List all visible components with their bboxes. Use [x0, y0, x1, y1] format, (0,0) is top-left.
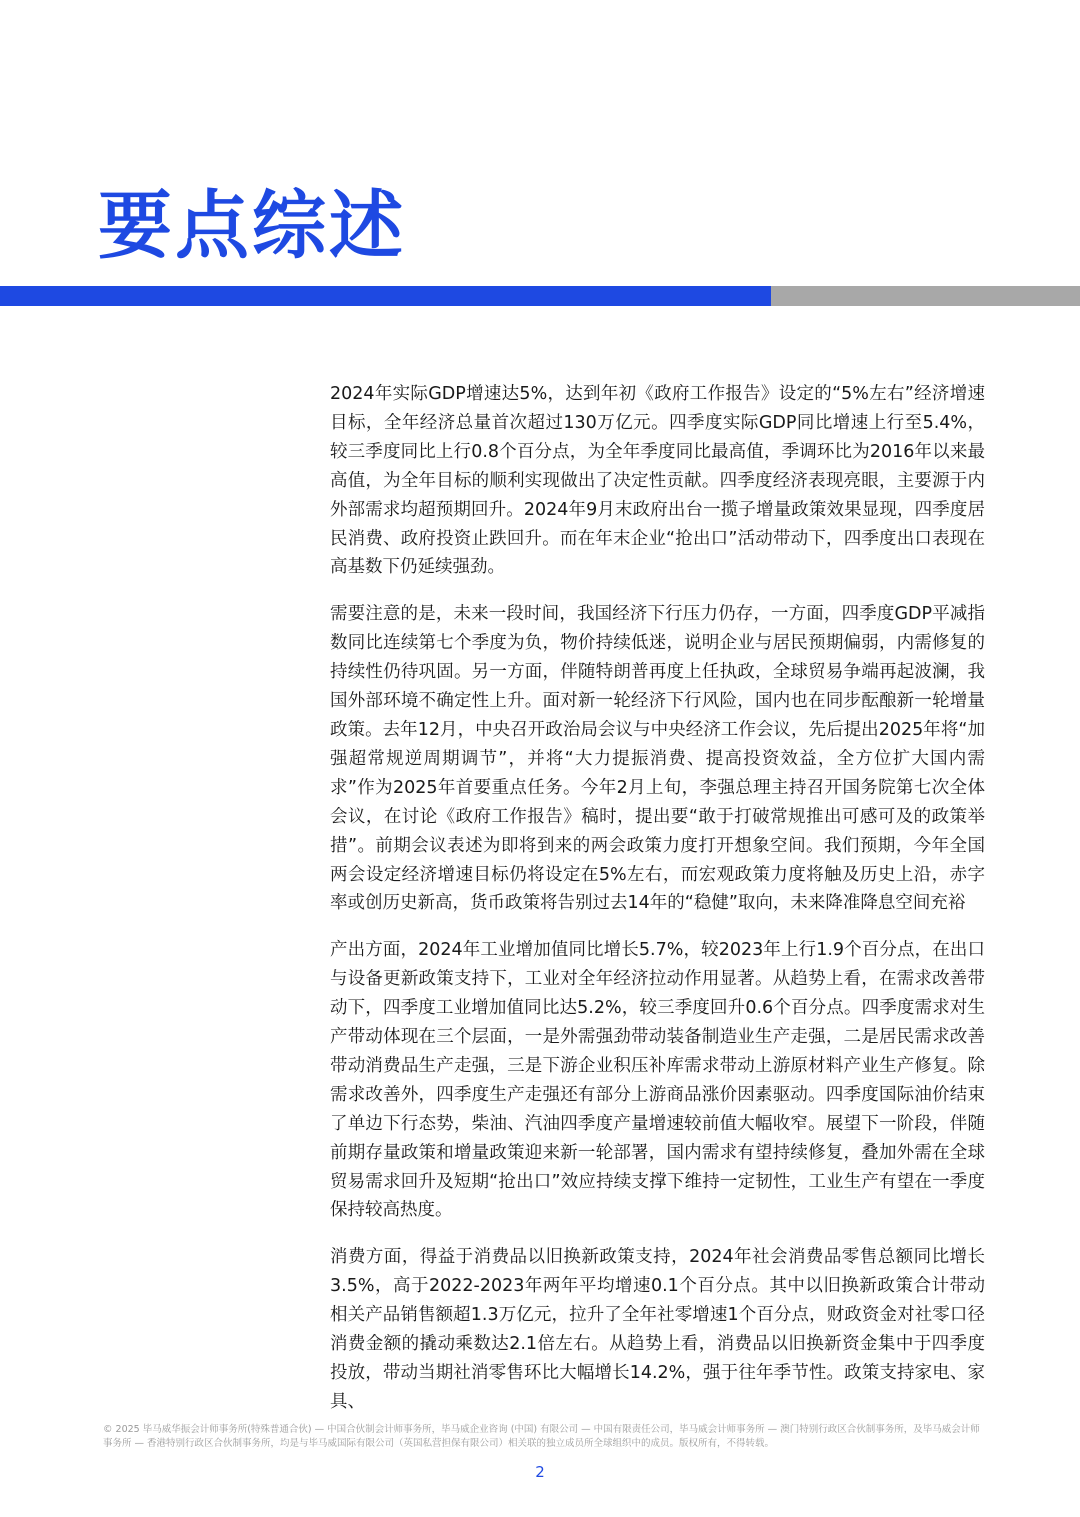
header-rule-gray [771, 286, 1080, 306]
paragraph-gdp-overview: 2024年实际GDP增速达5%，达到年初《政府工作报告》设定的“5%左右”经济增速目标，全年经济总量首次超过130万亿元。四季度实际GDP同比增速上行至5.4%，较三季度同比上行0.8个百分点，为全年季度同比最高值，季调环比为2016年以来最高值，为全年目标的顺利实现做出了决定性贡献。四季度经济表现亮眼，主要源于内外部需求均超预期回升。2024年9月末政府出台一揽子增量政策效果显现，四季度居民消费、政府投资止跌回升。而在年末企业“抢出口”活动带动下，四季度出口表现在高基数下仍延续强劲。 [330, 384, 985, 578]
paragraph-outlook-policy: 需要注意的是，未来一段时间，我国经济下行压力仍存，一方面，四季度GDP平减指数同比连续第七个季度为负，物价持续低迷，说明企业与居民预期偏弱，内需修复的持续性仍待巩固。另一方面，伴随特朗普再度上任执政，全球贸易争端再起波澜，我国外部环境不确定性上升。面对新一轮经济下行风险，国内也在同步酝酿新一轮增量政策。去年12月，中央召开政治局会议与中央经济工作会议，先后提出2025年将“加强超常规逆周期调节”，并将“大力提振消费、提高投资效益，全方位扩大国内需求”作为2025年首要重点任务。今年2月上旬，李强总理主持召开国务院第七次全体会议，在讨论《政府工作报告》稿时，提出要“敢于打破常规推出可感可及的政策举措”。前期会议表述为即将到来的两会政策力度打开想象空间。我们预期，今年全国两会设定经济增速目标仍将设定在5%左右，而宏观政策力度将触及历史上沿，赤字率或创历史新高，货币政策将告别过去14年的“稳健”取向，未来降准降息空间充裕 [330, 604, 985, 914]
page-number: 2 [535, 1463, 545, 1481]
paragraph-industrial-output: 产出方面，2024年工业增加值同比增长5.7%，较2023年上行1.9个百分点，在出口与设备更新政策支持下，工业对全年经济拉动作用显著。从趋势上看，在需求改善带动下，四季度工业增加值同比达5.2%，较三季度回升0.6个百分点。四季度需求对生产带动体现在三个层面，一是外需强劲带动装备制造业生产走强，二是居民需求改善带动消费品生产走强，三是下游企业积压补库需求带动上游原材料产业生产修复。除需求改善外，四季度生产走强还有部分上游商品涨价因素驱动。四季度国际油价结束了单边下行态势，柴油、汽油四季度产量增速较前值大幅收窄。展望下一阶段，伴随前期存量政策和增量政策迎来新一轮部署，国内需求有望持续修复，叠加外需在全球贸易需求回升及短期“抢出口”效应持续支撑下维持一定韧性，工业生产有望在一季度保持较高热度。 [330, 940, 985, 1221]
body-text [330, 380, 985, 1435]
footer-legal-notice: © 2025 毕马威华振会计师事务所(特殊普通合伙) — 中国合伙制会计师事务所，毕马威企业咨询 (中国) 有限公司 — 中国有限责任公司，毕马威会计师事务所 — 澳门特别行政区合伙制事务所，及毕马威会计师事务所 — 香港特别行政区合伙制事务所，均是与毕马威国际有限公司（英国私营担保有限公司）相关联的独立成员所全球组织中的成员。版权所有，不得转载。 [103, 1424, 980, 1449]
paragraph-consumption: 消费方面，得益于消费品以旧换新政策支持，2024年社会消费品零售总额同比增长3.5%，高于2022-2023年两年平均增速0.1个百分点。其中以旧换新政策合计带动相关产品销售额超1.3万亿元，拉升了全年社零增速1个百分点，财政资金对社零口径消费金额的撬动乘数达2.1倍左右。从趋势上看，消费品以旧换新资金集中于四季度投放，带动当期社消零售环比大幅增长14.2%，强于往年季节性。政策支持家电、家具、 [330, 1247, 985, 1412]
header-rule-blue [0, 286, 771, 306]
page-title: 要点综述 [98, 183, 406, 269]
